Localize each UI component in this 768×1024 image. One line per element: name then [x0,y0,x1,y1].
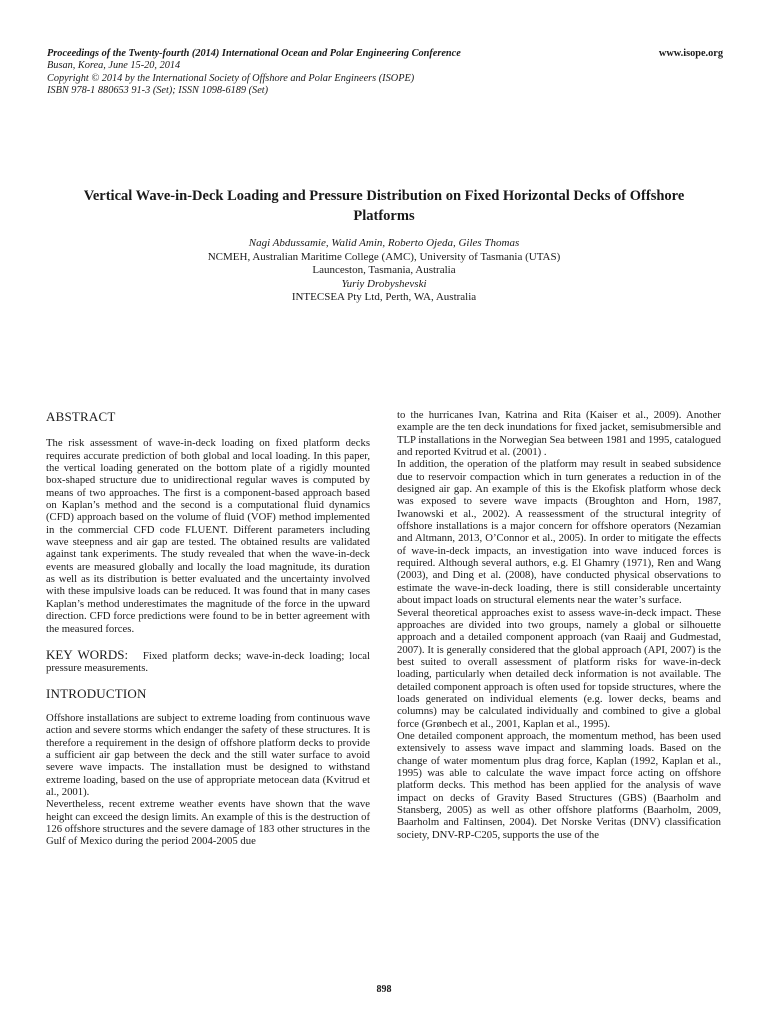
body-paragraph-1: to the hurricanes Ivan, Katrina and Rita (Kaiser et al., 2009). Another example are the ten deck inundations for fixed jacket, semisubmersible and TLP installations in the Norwegian Sea between 1981 and 1995, catalogued and reported Kvitrud et al. (2001) . [397,409,722,459]
page-number: 898 [376,984,392,995]
header-location: Busan, Korea, June 15-20, 2014 [47,60,181,72]
author-names: Nagi Abdussamie, Walid Amin, Roberto Ojeda, Giles Thomas [248,237,520,249]
header-isbn: ISBN 978-1 880653 91-3 (Set); ISSN 1098-6189 (Set) [47,85,269,97]
body-paragraph-2: In addition, the operation of the platform may result in seabed subsidence due to reservoir compaction which in turn generates a reduction in of the designed air gap. An example of this is the Ekofisk platform whose deck was exposed to severe wave impacts (Broughton and Horn, 1987, Iwanowski et al., 2002). A reassessment of the structural integrity of offshore installations is a major concern for offshore operators (Nezamian and Altmann, 2013, O’Connor et al., 2005). In order to mitigate the effects of wave-in-deck impacts, an investigation into wave induced forces is required. Although several authors, e.g. El Ghamry (1971), Ren and Wang (2003), and Ding et al. (2008), have conducted physical observations to estimate the wave-in-deck loading, there is still considerable uncertainty about impact loads on structural elements near the water’s surface. [397,458,721,607]
author-location: Launceston, Tasmania, Australia [312,264,456,277]
header-url[interactable]: www.isope.org [658,48,723,59]
intro-paragraph-2: Nevertheless, recent extreme weather events have shown that the wave height can exceed the design limits. An example of this is the destruction of 126 offshore structures and the severe damage of 183 other structures in the Gulf of Mexico during the period 2004-2005 due [46,798,370,848]
body-paragraph-4: One detailed component approach, the momentum method, has been used extensively to assess wave impact and slamming loads. Based on the change of water momentum plus drag force, Kaplan (1992, Kaplan et al., 1995) was able to calculate the wave impact force acting on offshore platform decks. This method has been applied for the analysis of wave impact on decks of Gravity Based Structures (GBS) (Baarholm and Stansberg, 2005) as well as other offshore platforms (Baarholm, 2009, Baarholm and Faltinsen, 2004). Det Norske Veritas (DNV) classification society, DNV-RP-C205, supports the use of the [397,729,721,841]
header-copyright: Copyright © 2014 by the International Society of Offshore and Polar Engineers (ISOPE) [47,72,415,84]
author-affiliation: NCMEH, Australian Maritime College (AMC), University of Tasmania (UTAS) [207,250,561,263]
author-block [0,237,768,305]
paper-title: Vertical Wave-in-Deck Loading and Pressure Distribution on Fixed Horizontal Decks of Offshore Platforms [83,188,685,224]
abstract-text: The risk assessment of wave-in-deck loading on fixed platform decks requires accurate prediction of both global and local loading. In this paper, the vertical loading generated on the bottom plate of a rigidly mounted box-shaped structure due to unidirectional regular waves is computed by means of two approaches. The first is a component-based approach based on Kaplan’s method and the second is a computational fluid dynamics (CFD) approach based on the volume of fluid (VOF) method implemented in the commercial CFD code FLUENT. Different parameters including wave steepness and air gap are tested. The obtained results are validated against tank experiments. The study revealed that when the wave-in-deck events are measured globally and locally the load magnitude, its duration as well as its distribution is better evaluated and the uncertainty involved with these impulsive loads can be reduced. It was found that in many cases Kaplan’s method underestimates the magnitude of the force in the upward direction. CFD force predictions were found to be in better agreement with the measured forces. [46,437,370,635]
keywords [46,646,371,675]
keywords-text: Fixed platform decks; wave-in-deck loading; local pressure measurements. [46,649,371,675]
keywords-label: KEY WORDS: [46,646,129,662]
right-column [397,409,721,841]
intro-paragraph-1: Offshore installations are subject to extreme loading from continuous wave action and severe storms which endanger the safety of these structures. It is therefore a requirement in the design of offshore platform decks to provide a sufficient air gap between the deck and the still water surface to avoid severe wave impacts. The installation must be designed to withstand extreme loading, based on the use of appropriate metocean data (Kvitrud et al., 2001). [46,711,370,798]
proceedings-header [47,48,727,98]
left-column [46,409,370,848]
author-names-second: Yuriy Drobyshevski [341,277,427,290]
introduction-heading: INTRODUCTION [46,685,147,701]
abstract-heading: ABSTRACT [46,409,116,424]
header-conference: Proceedings of the Twenty-fourth (2014) International Ocean and Polar Engineering Conference [47,48,461,59]
body-paragraph-3: Several theoretical approaches exist to assess wave-in-deck impact. These approaches are divided into two groups, namely a global or silhouette approach and a detailed component approach (van Raaij and Gudmestad, 2007). It is generally considered that the global approach (API, 2007) is the best suited to overall assessment of platform risks for wave-in-deck loading, particularly when detailed deck information is not available. The detailed component approach is often used for topside structures, where the loads generated on individual elements (e.g. lower decks, beams and columns) may be calculated individually and combined to give a global force (Grønbech et al., 2001, Kaplan et al., 1995). [397,606,721,730]
author-affiliation-second: INTECSEA Pty Ltd, Perth, WA, Australia [291,291,477,304]
